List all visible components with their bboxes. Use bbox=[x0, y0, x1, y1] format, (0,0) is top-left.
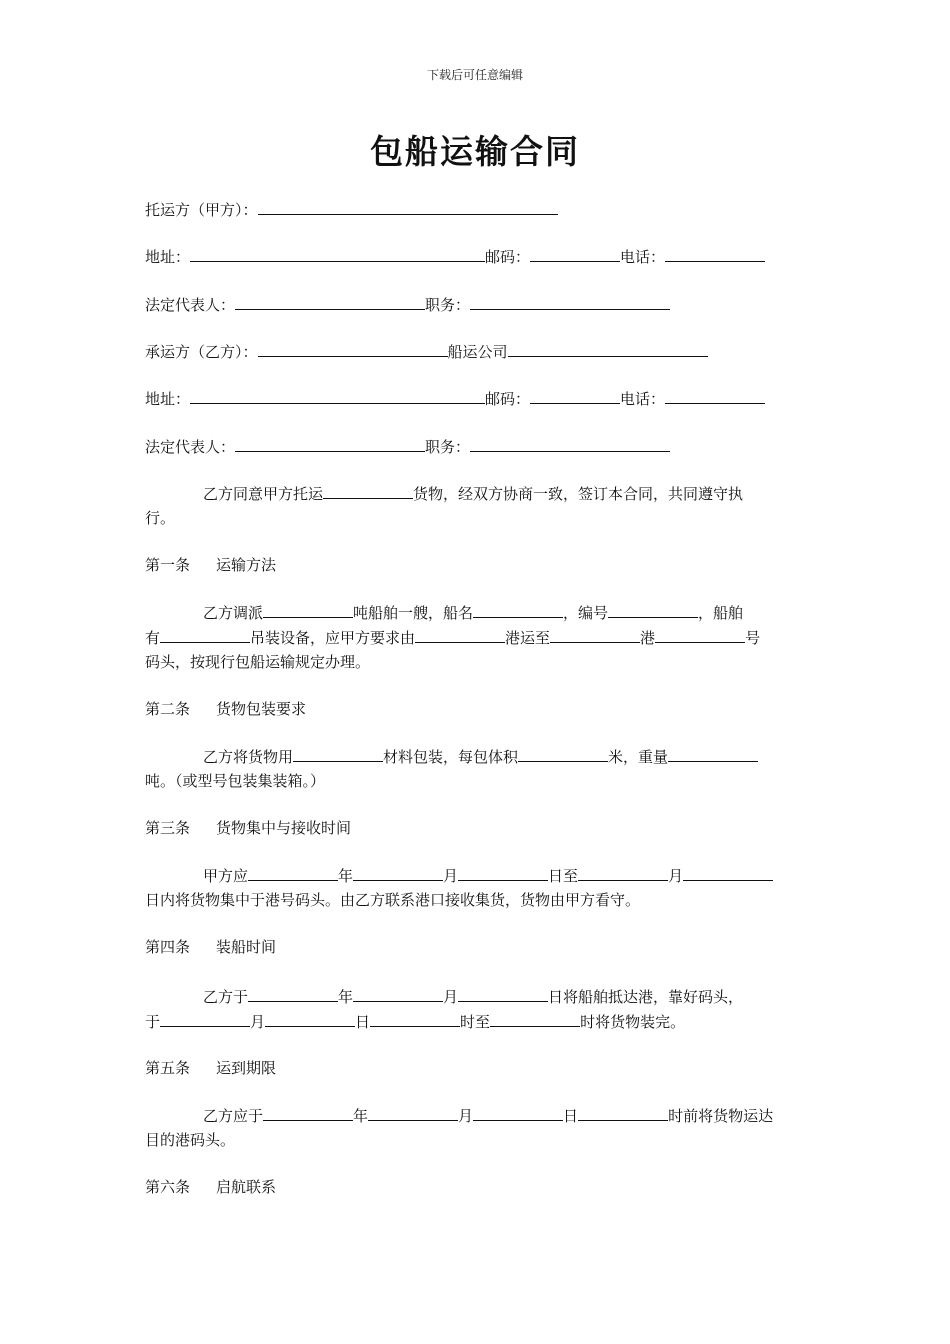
party-a-rep-line bbox=[145, 294, 670, 315]
text: 米，重量 bbox=[608, 748, 669, 766]
article-title: 货物包装要求 bbox=[216, 700, 307, 718]
dock-number-blank bbox=[655, 627, 745, 643]
text: 材料包装，每包体积 bbox=[383, 748, 519, 766]
text: 吨船舶一艘，船名 bbox=[353, 604, 474, 622]
hour-blank bbox=[578, 1105, 668, 1121]
text: 港 bbox=[640, 629, 656, 647]
party-b-address-line bbox=[145, 388, 765, 409]
article-title: 运输方法 bbox=[216, 556, 277, 574]
text: 月 bbox=[668, 867, 684, 885]
company-suffix: 船运公司 bbox=[447, 343, 508, 361]
article-title: 启航联系 bbox=[216, 1178, 277, 1196]
party-a-line bbox=[145, 199, 558, 220]
text: 月 bbox=[250, 1013, 266, 1031]
text: 年 bbox=[338, 988, 354, 1006]
text: 乙方于 bbox=[203, 988, 249, 1006]
text: 甲方应 bbox=[203, 867, 249, 885]
zip-blank bbox=[530, 246, 620, 262]
text: 月 bbox=[443, 867, 459, 885]
position-blank bbox=[470, 294, 670, 310]
article-3-line-2: 日内将货物集中于港号码头。由乙方联系港口接收集货，货物由甲方看守。 bbox=[145, 891, 641, 909]
text: 年 bbox=[353, 1107, 369, 1125]
text: 日将船舶抵达港，靠好码头， bbox=[548, 988, 744, 1006]
company-blank bbox=[508, 341, 708, 357]
zip-label: 邮码： bbox=[485, 390, 531, 408]
text: 日 bbox=[563, 1107, 579, 1125]
intro-line-2: 行。 bbox=[145, 509, 176, 527]
text: 月 bbox=[458, 1107, 474, 1125]
article-number: 第二条 bbox=[145, 700, 191, 718]
party-a-label: 托运方（甲方）： bbox=[145, 201, 258, 219]
intro-text: 货物，经双方协商一致，签订本合同，共同遵守执 bbox=[413, 485, 744, 503]
text: 吊装设备，应甲方要求由 bbox=[250, 629, 416, 647]
year-blank bbox=[263, 1105, 353, 1121]
article-4-heading bbox=[145, 937, 276, 957]
article-number: 第四条 bbox=[145, 938, 191, 956]
text: 日 bbox=[355, 1013, 371, 1031]
rep-label: 法定代表人： bbox=[145, 296, 236, 314]
text: 有 bbox=[145, 629, 161, 647]
text: 时至 bbox=[460, 1013, 491, 1031]
article-number: 第五条 bbox=[145, 1059, 191, 1077]
article-title: 装船时间 bbox=[216, 938, 277, 956]
party-b-line bbox=[145, 341, 708, 362]
article-1-line-2 bbox=[145, 627, 760, 648]
download-note: 下载后可任意编辑 bbox=[426, 68, 523, 82]
text: ，编号 bbox=[563, 604, 609, 622]
year-blank bbox=[248, 986, 338, 1002]
zip-label: 邮码： bbox=[485, 248, 531, 266]
article-2-heading bbox=[145, 699, 306, 719]
article-3-line-1 bbox=[203, 865, 773, 886]
article-5-line-1 bbox=[203, 1105, 773, 1126]
day-blank bbox=[683, 865, 773, 881]
volume-blank bbox=[518, 746, 608, 762]
rep-label: 法定代表人： bbox=[145, 438, 236, 456]
text: 日至 bbox=[548, 867, 579, 885]
origin-port-blank bbox=[415, 627, 505, 643]
month-blank bbox=[353, 986, 443, 1002]
tonnage-blank bbox=[263, 602, 353, 618]
text: 时将货物装完。 bbox=[580, 1013, 686, 1031]
article-number: 第一条 bbox=[145, 556, 191, 574]
party-a-address-line bbox=[145, 246, 765, 267]
party-a-blank bbox=[258, 199, 558, 215]
material-blank bbox=[293, 746, 383, 762]
month-blank bbox=[353, 865, 443, 881]
party-b-rep-line bbox=[145, 436, 670, 457]
cargo-blank bbox=[323, 483, 413, 499]
equipment-blank bbox=[160, 627, 250, 643]
address-label: 地址： bbox=[145, 390, 191, 408]
month-blank bbox=[265, 1011, 355, 1027]
article-number: 第三条 bbox=[145, 819, 191, 837]
text: 乙方调派 bbox=[203, 604, 264, 622]
article-3-heading bbox=[145, 818, 351, 838]
phone-blank bbox=[665, 388, 765, 404]
position-label: 职务： bbox=[425, 438, 471, 456]
zip-blank bbox=[530, 388, 620, 404]
text: 港运至 bbox=[505, 629, 551, 647]
dest-port-blank bbox=[550, 627, 640, 643]
day-blank bbox=[473, 1105, 563, 1121]
article-4-line-1 bbox=[203, 986, 743, 1007]
ship-name-blank bbox=[473, 602, 563, 618]
article-2-line-1 bbox=[203, 746, 758, 767]
phone-label: 电话： bbox=[620, 390, 666, 408]
address-blank bbox=[190, 388, 485, 404]
day-blank bbox=[458, 986, 548, 1002]
hour-blank bbox=[370, 1011, 460, 1027]
address-label: 地址： bbox=[145, 248, 191, 266]
intro-text: 乙方同意甲方托运 bbox=[203, 485, 324, 503]
text: 号 bbox=[745, 629, 761, 647]
party-b-label: 承运方（乙方）： bbox=[145, 343, 258, 361]
article-title: 货物集中与接收时间 bbox=[216, 819, 352, 837]
rep-blank bbox=[235, 294, 425, 310]
weight-blank bbox=[668, 746, 758, 762]
contract-title: 包船运输合同 bbox=[370, 132, 580, 171]
position-blank bbox=[470, 436, 670, 452]
month-blank bbox=[578, 865, 668, 881]
phone-label: 电话： bbox=[620, 248, 666, 266]
text: 年 bbox=[338, 867, 354, 885]
month-blank bbox=[368, 1105, 458, 1121]
day-blank bbox=[458, 865, 548, 881]
article-4-line-2 bbox=[145, 1011, 685, 1032]
address-blank bbox=[190, 246, 485, 262]
party-b-blank bbox=[258, 341, 448, 357]
article-5-heading bbox=[145, 1058, 276, 1078]
article-1-heading bbox=[145, 555, 276, 575]
year-blank bbox=[248, 865, 338, 881]
article-2-line-2: 吨。（或型号包装集装箱。） bbox=[145, 772, 326, 790]
ship-number-blank bbox=[608, 602, 698, 618]
text: 时前将货物运达 bbox=[668, 1107, 774, 1125]
article-title: 运到期限 bbox=[216, 1059, 277, 1077]
article-5-line-2: 目的港码头。 bbox=[145, 1131, 236, 1149]
article-1-line-3: 码头，按现行包船运输规定办理。 bbox=[145, 653, 371, 671]
text: 乙方应于 bbox=[203, 1107, 264, 1125]
hour-blank bbox=[490, 1011, 580, 1027]
intro-line-1 bbox=[203, 483, 743, 504]
text: 于 bbox=[145, 1013, 161, 1031]
text: ，船舶 bbox=[698, 604, 744, 622]
position-label: 职务： bbox=[425, 296, 471, 314]
text: 乙方将货物用 bbox=[203, 748, 294, 766]
text: 月 bbox=[443, 988, 459, 1006]
article-1-line-1 bbox=[203, 602, 743, 623]
article-number: 第六条 bbox=[145, 1178, 191, 1196]
year-blank bbox=[160, 1011, 250, 1027]
phone-blank bbox=[665, 246, 765, 262]
article-6-heading bbox=[145, 1177, 276, 1197]
rep-blank bbox=[235, 436, 425, 452]
